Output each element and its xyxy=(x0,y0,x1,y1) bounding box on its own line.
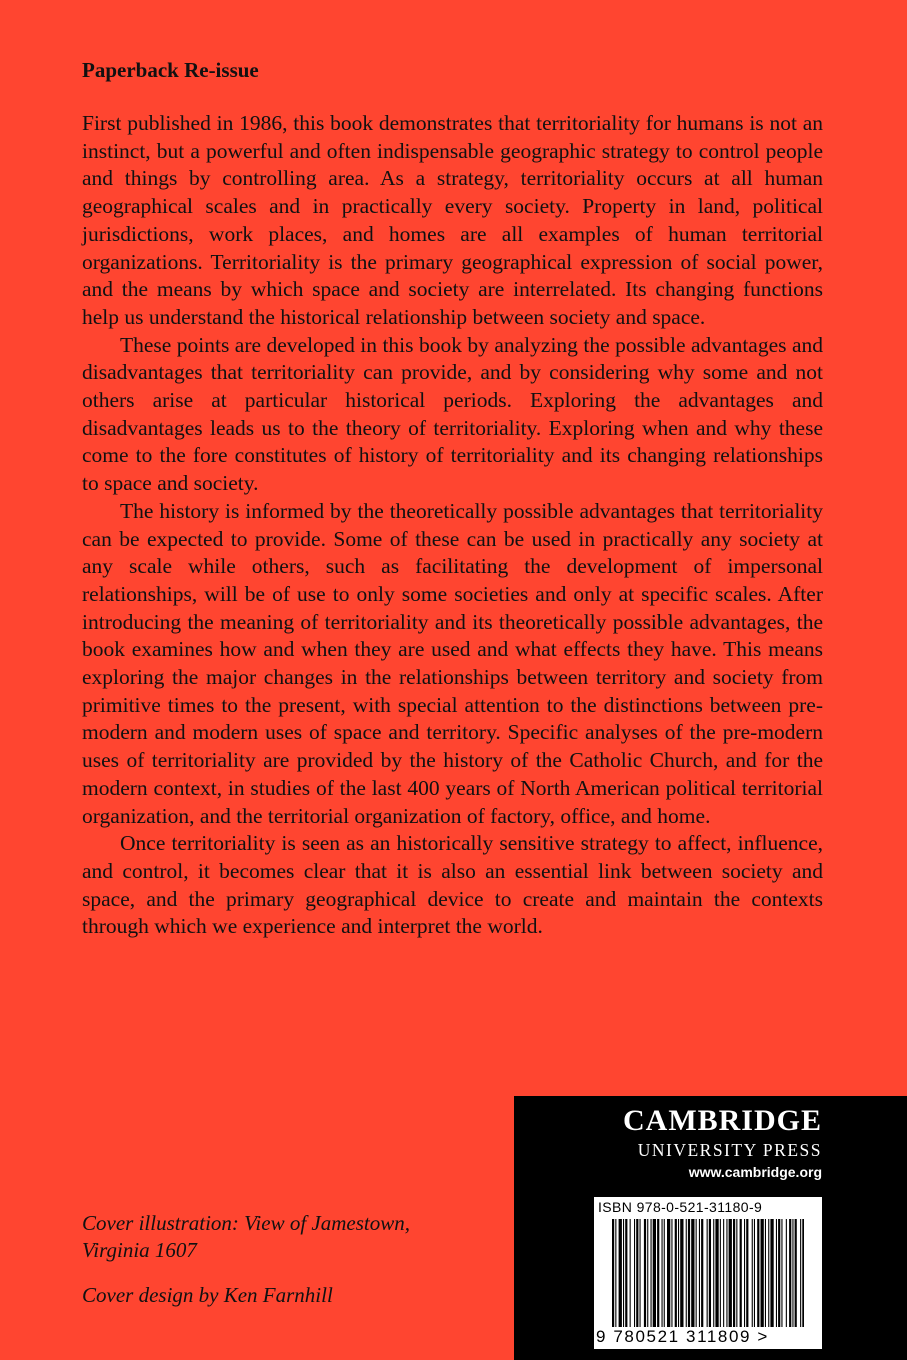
barcode-bar xyxy=(667,1219,670,1327)
barcode-bar xyxy=(657,1219,659,1327)
publisher-box xyxy=(514,1096,907,1360)
barcode-bar xyxy=(713,1219,714,1327)
isbn-barcode xyxy=(594,1197,822,1349)
barcode-bar xyxy=(686,1219,687,1327)
blurb-text xyxy=(82,110,823,941)
heading: Paperback Re-issue xyxy=(82,58,259,82)
barcode-bar xyxy=(688,1219,690,1327)
paragraph-4: Once territoriality is seen as an historically sensitive strategy to affect, influence, and control, it becomes clear that it is also an essential link between society and space, and the primary geographical device to create and maintain the contexts through which we experience and interpret the world. xyxy=(82,831,823,939)
barcode-bar xyxy=(640,1219,641,1327)
barcode-bar xyxy=(709,1219,711,1327)
barcode-bar xyxy=(696,1219,697,1327)
barcode-bar xyxy=(781,1219,782,1327)
paragraph-2: These points are developed in this book by analyzing the possible advantages and disadvantages that territoriality can provide, and by considering why some and not others arise at particular historical periods. Exploring the advantages and disadvantages leads us to the theory of territoriality. Exploring when and why these come to the fore constitutes of history of territoriality and its changing relationships to space and society. xyxy=(82,332,823,496)
barcode-bar xyxy=(615,1219,616,1327)
barcode-bar xyxy=(792,1219,793,1327)
barcode-bar xyxy=(680,1219,683,1327)
barcode-bar xyxy=(754,1219,755,1327)
barcode-bar xyxy=(746,1219,748,1327)
publisher-name: CAMBRIDGE xyxy=(622,1104,822,1137)
barcode-bar xyxy=(736,1219,737,1327)
barcode-bar xyxy=(701,1219,703,1327)
barcode-bar xyxy=(744,1219,745,1327)
barcode-bar xyxy=(612,1219,614,1327)
illustration-credit-line-1: Cover illustration: View of Jamestown, xyxy=(82,1211,411,1235)
barcode-bar xyxy=(625,1219,627,1327)
barcode-bar xyxy=(786,1219,787,1327)
barcode-bar xyxy=(678,1219,679,1327)
paragraph-1: First published in 1986, this book demonstrates that territoriality for humans is not an instinct, but a powerful and often indispensable geographic strategy to control people and things by controlling area. As a strategy, territoriality occurs at all human geographical scales and in practically every society. Property in land, political jurisdictions, work places, and homes are all examples of human territorial organizations. Territoriality is the primary geographical expression of social power, and the means by which space and society are interrelated. Its changing functions help us understand the historical relationship between society and space. xyxy=(82,111,823,329)
barcode-bar xyxy=(619,1219,622,1327)
barcode-bar xyxy=(789,1219,791,1327)
barcode-bar xyxy=(699,1219,700,1327)
barcode-bar xyxy=(671,1219,672,1327)
publisher-subtitle: UNIVERSITY PRESS xyxy=(637,1140,822,1160)
barcode-bar xyxy=(675,1219,677,1327)
barcode-bar xyxy=(729,1219,732,1327)
barcode-bar xyxy=(765,1219,766,1327)
barcode-bar xyxy=(644,1219,646,1327)
isbn-label: ISBN 978-0-521-31180-9 xyxy=(598,1199,763,1215)
barcode-bar xyxy=(795,1219,797,1327)
barcode-bars xyxy=(612,1219,804,1327)
barcode-bar xyxy=(630,1219,631,1327)
barcode-bar xyxy=(651,1219,652,1327)
barcode-bar xyxy=(740,1219,742,1327)
barcode-bar xyxy=(715,1219,718,1327)
barcode-bar xyxy=(778,1219,780,1327)
barcode-bar xyxy=(776,1219,777,1327)
paragraph-3: The history is informed by the theoretically possible advantages that territoriality can be expected to provide. Some of these can be used in practically any society at any scale while others, such as facilitating the development of impersonal relationships, will be of use to only some societies and only at specific scales. After introducing the meaning of territoriality and its theoretically possible advantages, the book examines how and when they are used and what effects they have. This means exploring the major changes in the relationships between territory and society from primitive times to the present, with special attention to the distinctions between pre-modern and modern uses of space and territory. Specific analyses of the pre-modern uses of territoriality are provided by the history of the Catholic Church, and for the modern context, in studies of the last 400 years of North American political territorial organization, and the territorial organization of factory, office, and home. xyxy=(82,498,823,828)
barcode-bar xyxy=(623,1219,624,1327)
barcode-bar xyxy=(761,1219,764,1327)
barcode-bar xyxy=(662,1219,663,1327)
barcode-bar xyxy=(726,1219,727,1327)
barcode-bar xyxy=(720,1219,721,1327)
barcode-bar xyxy=(723,1219,724,1327)
illustration-credit-line-2: Virginia 1607 xyxy=(82,1238,197,1262)
barcode-bar xyxy=(770,1219,773,1327)
barcode-bar xyxy=(752,1219,753,1327)
design-credit: Cover design by Ken Farnhill xyxy=(82,1283,333,1307)
barcode-bar xyxy=(664,1219,665,1327)
barcode-bar xyxy=(707,1219,708,1327)
barcode-bar xyxy=(636,1219,638,1327)
cover-credits xyxy=(82,1210,410,1309)
illustration-credit xyxy=(82,1210,410,1264)
barcode-bar xyxy=(768,1219,769,1327)
barcode-bar xyxy=(634,1219,635,1327)
barcode-bar xyxy=(757,1219,759,1327)
barcode-bar xyxy=(800,1219,801,1327)
barcode-bar xyxy=(647,1219,648,1327)
publisher-url: www.cambridge.org xyxy=(688,1164,822,1180)
barcode-bar xyxy=(691,1219,694,1327)
barcode-bar xyxy=(653,1219,656,1327)
barcode-bar xyxy=(733,1219,735,1327)
barcode-bar xyxy=(802,1219,804,1327)
barcode-digits: 9 780521 311809 > xyxy=(596,1327,769,1346)
